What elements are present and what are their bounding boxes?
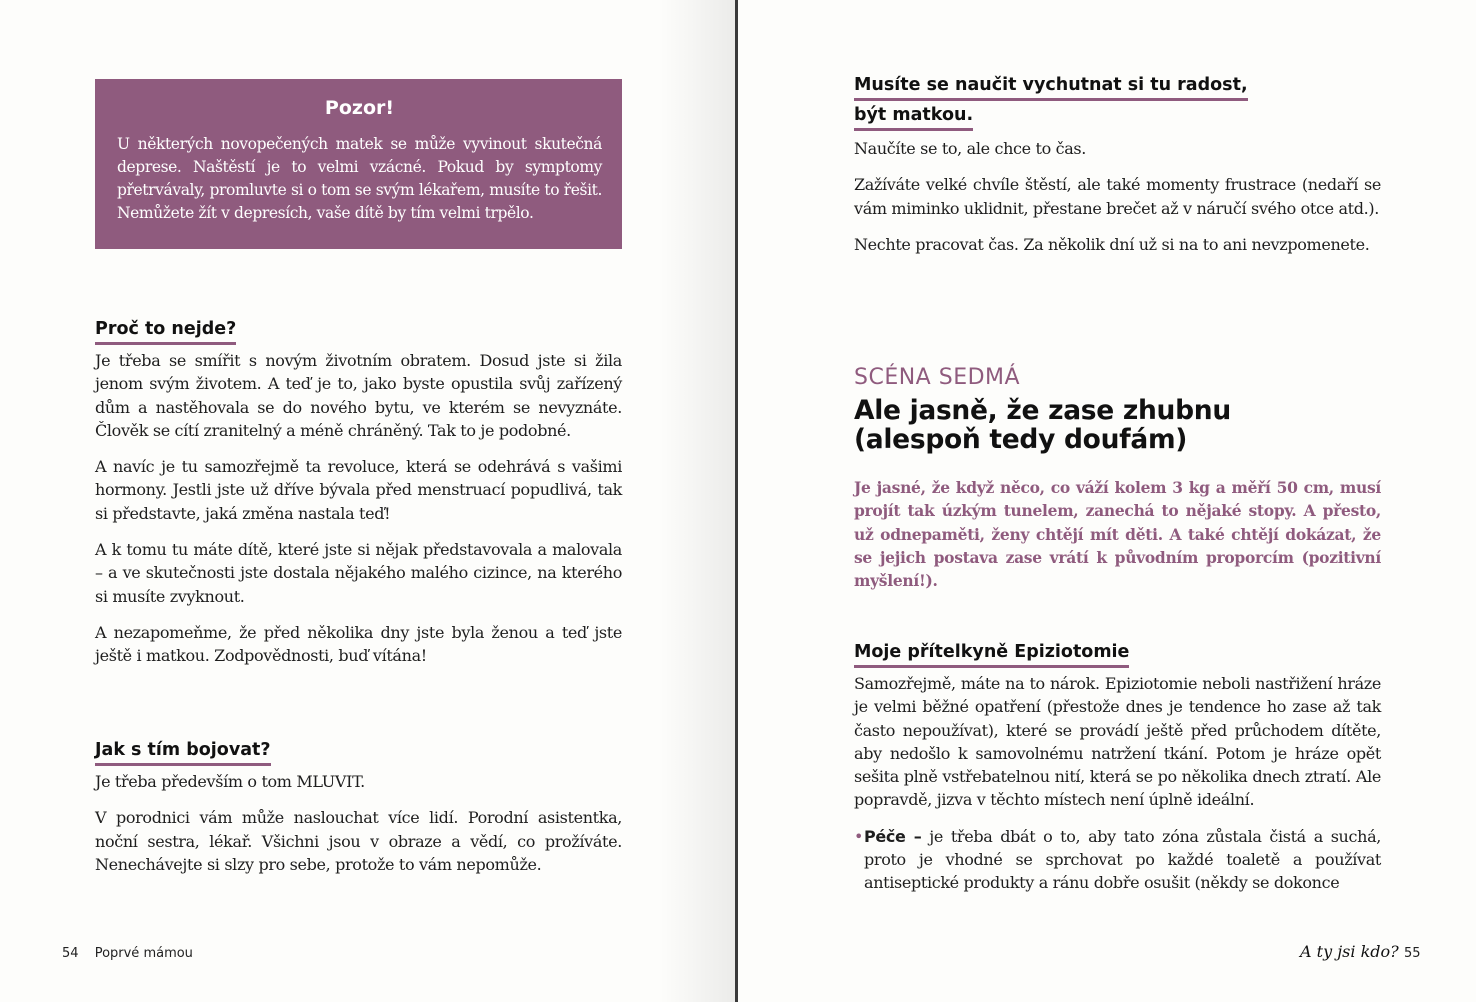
- warning-box-text: U některých novopečených matek se může vyvinout skutečná deprese. Naštěstí je to velmi vzácné. Pokud by symptomy přetrvávaly, promluvte si o tom se svým lékařem, musíte to řešit. Nemůžete žít v depresích, vaše dítě by tím velmi trpělo.: [117, 135, 602, 222]
- paragraph: Nechte pracovat čas. Za několik dní už si na to ani nevzpomenete.: [854, 234, 1370, 254]
- warning-box: [95, 79, 622, 249]
- running-title: Poprvé mámou: [94, 946, 193, 961]
- left-page-shadow: [660, 0, 736, 1002]
- paragraph: Naučíte se to, ale chce to čas.: [854, 139, 1086, 158]
- paragraph: A k tomu tu máte dítě, které jste si nějak představovala a malovala – a ve skutečnosti jste dostala nějakého malého cizince, na kterého si musíte zvyknout.: [95, 540, 622, 606]
- bullet-text: je třeba dbát o to, aby tato zóna zůstala čistá a suchá, proto je vhodné se sprchovat po každé toaletě a používat antiseptické produkty a ránu dobře osušit (někdy se dokonce: [864, 826, 1381, 893]
- page-number: 55: [1404, 946, 1421, 961]
- bullet-label: Péče –: [864, 826, 922, 846]
- section-heading-line1: Musíte se naučit vychutnat si tu radost,: [854, 73, 1248, 101]
- left-page: [0, 0, 736, 1002]
- paragraph: Je třeba především o tom MLUVIT.: [95, 772, 365, 791]
- scene-title-line1: Ale jasně, že zase zhubnu: [854, 395, 1231, 426]
- section-heading: Jak s tím bojovat?: [95, 738, 271, 766]
- section-heading-line2: být matkou.: [854, 103, 973, 131]
- scene-title-line2: (alespoň tedy doufám): [854, 424, 1188, 455]
- paragraph: V porodnici vám může naslouchat více lidí. Porodní asistentka, noční sestra, lékař. Všichni jsou v obraze a vědí, co prožíváte. Nenechávejte si slzy pro sebe, protože to vám nepomůže.: [95, 808, 622, 874]
- section-proc-to-nejde: [95, 317, 622, 668]
- scene-lead: Je jasné, že když něco, co váží kolem 3 kg a měří 50 cm, musí projít tak úzkým tunelem, zanechá to nějaké stopy. A přesto, už odnepaměti, ženy chtějí mít děti. A také chtějí dokázat, že se jejich postava zase vrátí k původním proporcím (pozitivní myšlení!).: [854, 478, 1381, 591]
- paragraph: Zažíváte velké chvíle štěstí, ale také momenty frustrace (nedaří se vám miminko uklidnit, přestane brečet až v náručí svého otce atd.).: [854, 175, 1381, 218]
- paragraph: Samozřejmě, máte na to nárok. Epiziotomie neboli nastřižení hráze je velmi běžné opatření (přestože dnes je tendence ho zase až tak často nepoužívat), které se provádí ještě před průchodem dítěte, aby nedošlo k samovolnému natržení tkání. Potom je hráze opět sešita plně vstřebatelnou nití, která se po několika dnech ztratí. Ale popravdě, jizva v těchto místech není úplně ideální.: [854, 674, 1381, 810]
- scene-label: SCÉNA SEDMÁ: [854, 365, 1021, 390]
- scene-seven: [854, 365, 1381, 592]
- section-epiziotomie: [854, 640, 1381, 895]
- page-number: 54: [62, 946, 79, 961]
- section-jak-s-tim-bojovat: [95, 738, 622, 876]
- paragraph: A nezapomeňme, že před několika dny jste byla ženou a teď jste ještě i matkou. Zodpovědnosti, buď vítána!: [95, 622, 622, 666]
- bullet-item: [854, 825, 1381, 895]
- section-heading: Moje přítelkyně Epiziotomie: [854, 640, 1129, 668]
- paragraph: A navíc je tu samozřejmě ta revoluce, která se odehrává s vašimi hormony. Jestli jste už dříve bývala před menstruací popudlivá, tak si představte, jaká změna nastala teď!: [95, 457, 622, 523]
- bullet-dot-icon: •: [854, 826, 864, 846]
- section-heading: Proč to nejde?: [95, 317, 236, 345]
- running-title: A ty jsi kdo?: [1300, 942, 1399, 961]
- warning-box-title: Pozor!: [324, 97, 395, 119]
- paragraph: Je třeba se smířit s novým životním obratem. Dosud jste si žila jenom svým životem. A teď je to, jako byste opustila svůj zařízený dům a nastěhovala se do nového bytu, ve kterém se nevyznáte. Člověk se cítí zranitelný a méně chráněný. Tak to je podobné.: [95, 351, 622, 440]
- section-vychutnat-radost: [854, 73, 1381, 256]
- left-footer: [62, 946, 193, 961]
